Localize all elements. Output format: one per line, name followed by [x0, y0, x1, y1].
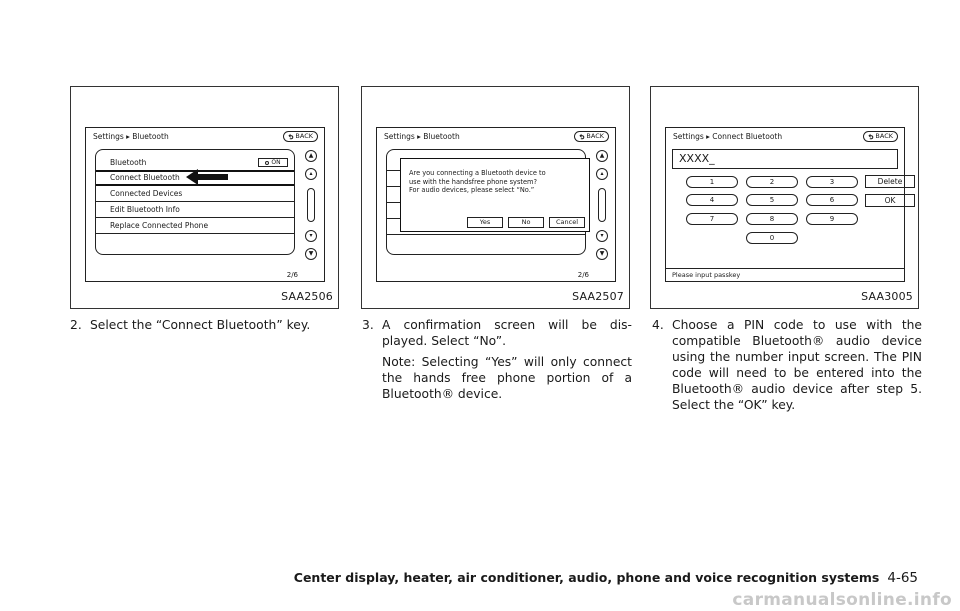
figure-code: SAA3005: [861, 290, 913, 303]
menu-item-label: Connected Devices: [110, 189, 183, 198]
key-1[interactable]: 1: [686, 176, 738, 188]
scroll-track[interactable]: [307, 188, 315, 222]
page-indicator: 2/6: [577, 271, 589, 279]
figure-passkey-input: [650, 86, 919, 309]
scroll-top-button[interactable]: ▲: [305, 150, 317, 162]
menu-item-label: Replace Connected Phone: [110, 221, 209, 230]
scrollbar[interactable]: [300, 150, 322, 262]
dialog-buttons: [467, 217, 585, 228]
no-button[interactable]: No: [508, 217, 544, 228]
key-3[interactable]: 3: [806, 176, 858, 188]
key-6[interactable]: 6: [806, 194, 858, 206]
key-4[interactable]: 4: [686, 194, 738, 206]
back-label: BACK: [586, 132, 604, 140]
display-screen: [376, 127, 616, 282]
key-9[interactable]: 9: [806, 213, 858, 225]
page-footer: [294, 570, 918, 586]
back-button[interactable]: [283, 131, 318, 142]
section-title: Center display, heater, air conditioner, audio, phone and voice recognition systems: [293, 570, 880, 585]
settings-menu: [95, 149, 295, 255]
dialog-line: use with the handsfree phone system?: [409, 177, 537, 186]
key-7[interactable]: 7: [686, 213, 738, 225]
step-3: [362, 317, 632, 402]
watermark: carmanualsonline.info: [732, 590, 952, 610]
back-arrow-icon: [578, 133, 585, 140]
scroll-bottom-button[interactable]: ▼: [596, 248, 608, 260]
key-2[interactable]: 2: [746, 176, 798, 188]
display-screen: [85, 127, 325, 282]
scroll-up-button[interactable]: ▴: [305, 168, 317, 180]
step-number: 3.: [362, 318, 374, 332]
menu-item-label: Edit Bluetooth Info: [110, 205, 180, 214]
screen-breadcrumb: Settings ▸ Bluetooth: [93, 132, 169, 141]
figure-code: SAA2507: [572, 290, 624, 303]
step-2: [70, 317, 345, 333]
step-text: A confirmation screen will be dis- played. Select “No”.: [382, 318, 632, 348]
back-arrow-icon: [867, 133, 874, 140]
back-arrow-icon: [287, 133, 294, 140]
pointer-arrow-icon: [186, 169, 228, 185]
scroll-bottom-button[interactable]: ▼: [305, 248, 317, 260]
figure-code: SAA2506: [281, 290, 333, 303]
back-label: BACK: [295, 132, 313, 140]
delete-button[interactable]: Delete: [865, 175, 915, 188]
bluetooth-toggle[interactable]: ON: [258, 158, 288, 167]
scroll-down-button[interactable]: ▾: [305, 230, 317, 242]
menu-item-connected-devices[interactable]: [96, 186, 294, 202]
key-5[interactable]: 5: [746, 194, 798, 206]
step-note: Note: Selecting “Yes” will only connect the hands free phone portion of a Bluetooth® device.: [382, 355, 632, 401]
key-0[interactable]: 0: [746, 232, 798, 244]
status-message: Please input passkey: [666, 268, 904, 281]
figure-select-connect-bluetooth: [70, 86, 339, 309]
passkey-input[interactable]: XXXX_: [672, 149, 898, 169]
step-number: 4.: [652, 318, 664, 332]
step-number: 2.: [70, 318, 82, 332]
step-text: Select the “Connect Bluetooth” key.: [90, 318, 311, 332]
yes-button[interactable]: Yes: [467, 217, 503, 228]
menu-item-edit-bluetooth-info[interactable]: [96, 202, 294, 218]
back-label: BACK: [875, 132, 893, 140]
ok-button[interactable]: OK: [865, 194, 915, 207]
display-screen: [665, 127, 905, 282]
key-8[interactable]: 8: [746, 213, 798, 225]
menu-item-replace-connected-phone[interactable]: [96, 218, 294, 234]
figure-confirmation-dialog: [361, 86, 630, 309]
back-button[interactable]: [574, 131, 609, 142]
cancel-button[interactable]: Cancel: [549, 217, 585, 228]
page-number: 4-65: [887, 570, 918, 586]
step-text: Choose a PIN code to use with the compatible Bluetooth® audio device using the number input screen. The PIN code will need to be entered into the Bluetooth® audio device after step 5. Select the “OK” key.: [672, 318, 922, 412]
screen-breadcrumb: Settings ▸ Bluetooth: [384, 132, 460, 141]
back-button[interactable]: [863, 131, 898, 142]
screen-breadcrumb: Settings ▸ Connect Bluetooth: [673, 132, 783, 141]
scroll-down-button[interactable]: ▾: [596, 230, 608, 242]
dialog-line: For audio devices, please select “No.”: [409, 186, 535, 194]
toggle-indicator-icon: [265, 161, 269, 165]
step-4: [652, 317, 922, 413]
scrollbar[interactable]: [591, 150, 613, 262]
menu-item-label: Bluetooth: [110, 158, 147, 167]
scroll-up-button[interactable]: ▴: [596, 168, 608, 180]
scroll-track[interactable]: [598, 188, 606, 222]
menu-item-label: Connect Bluetooth: [110, 173, 180, 182]
confirmation-dialog: [400, 158, 590, 232]
scroll-top-button[interactable]: ▲: [596, 150, 608, 162]
dialog-message: [409, 169, 546, 195]
dialog-line: Are you connecting a Bluetooth device to: [409, 169, 546, 177]
page-indicator: 2/6: [286, 271, 298, 279]
